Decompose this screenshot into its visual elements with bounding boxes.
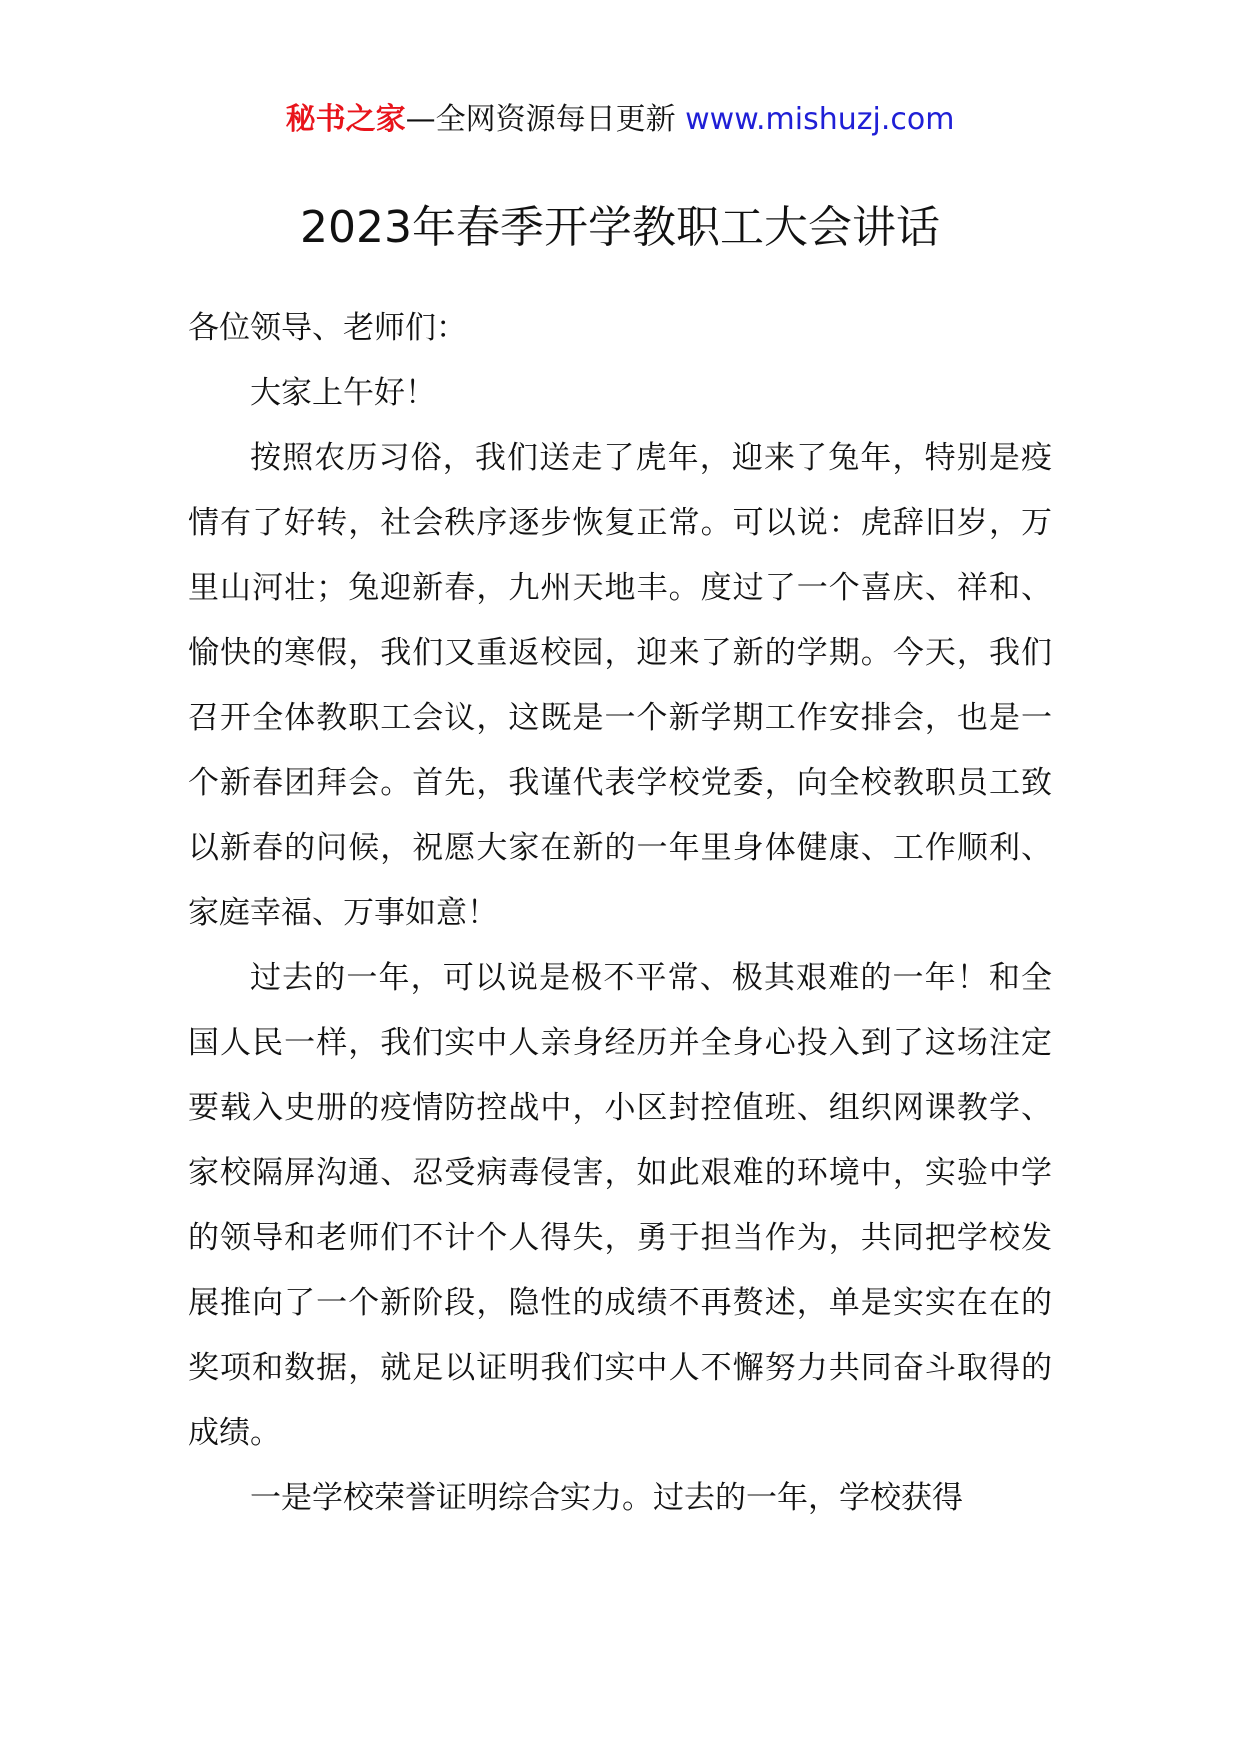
salutation: 各位领导、老师们： [188, 310, 467, 346]
site-url-link[interactable]: www.mishuzj.com [685, 102, 955, 137]
document-title: 2023年春季开学教职工大会讲话 [300, 202, 940, 253]
paragraph-past-year: 过去的一年，可以说是极不平常、极其艰难的一年！和全国人民一样，我们实中人亲身经历并全身心投入到了这场注定要载入史册的疫情防控战中，小区封控值班、组织网课教学、家校隔屏沟通、忍受病毒侵害，如此艰难的环境中，实验中学的领导和老师们不计个人得失，勇于担当作为，共同把学校发展推向了一个新阶段，隐性的成绩不再赘述，单是实实在在的奖项和数据，就足以证明我们实中人不懈努力共同奋斗取得的成绩。 [188, 960, 1052, 1451]
site-header [0, 100, 1240, 140]
paragraph-greeting: 大家上午好！ [250, 375, 436, 411]
document-body [188, 296, 1052, 1531]
paragraph-honors: 一是学校荣誉证明综合实力。过去的一年，学校获得 [250, 1480, 963, 1516]
site-slogan: —全网资源每日更新 [405, 102, 676, 137]
paragraph-new-year: 按照农历习俗，我们送走了虎年，迎来了兔年，特别是疫情有了好转，社会秩序逐步恢复正常。可以说：虎辞旧岁，万里山河壮；兔迎新春，九州天地丰。度过了一个喜庆、祥和、愉快的寒假，我们又重返校园，迎来了新的学期。今天，我们召开全体教职工会议，这既是一个新学期工作安排会，也是一个新春团拜会。首先，我谨代表学校党委，向全校教职员工致以新春的问候，祝愿大家在新的一年里身体健康、工作顺利、家庭幸福、万事如意！ [188, 440, 1052, 931]
brand-name: 秘书之家 [285, 102, 406, 137]
